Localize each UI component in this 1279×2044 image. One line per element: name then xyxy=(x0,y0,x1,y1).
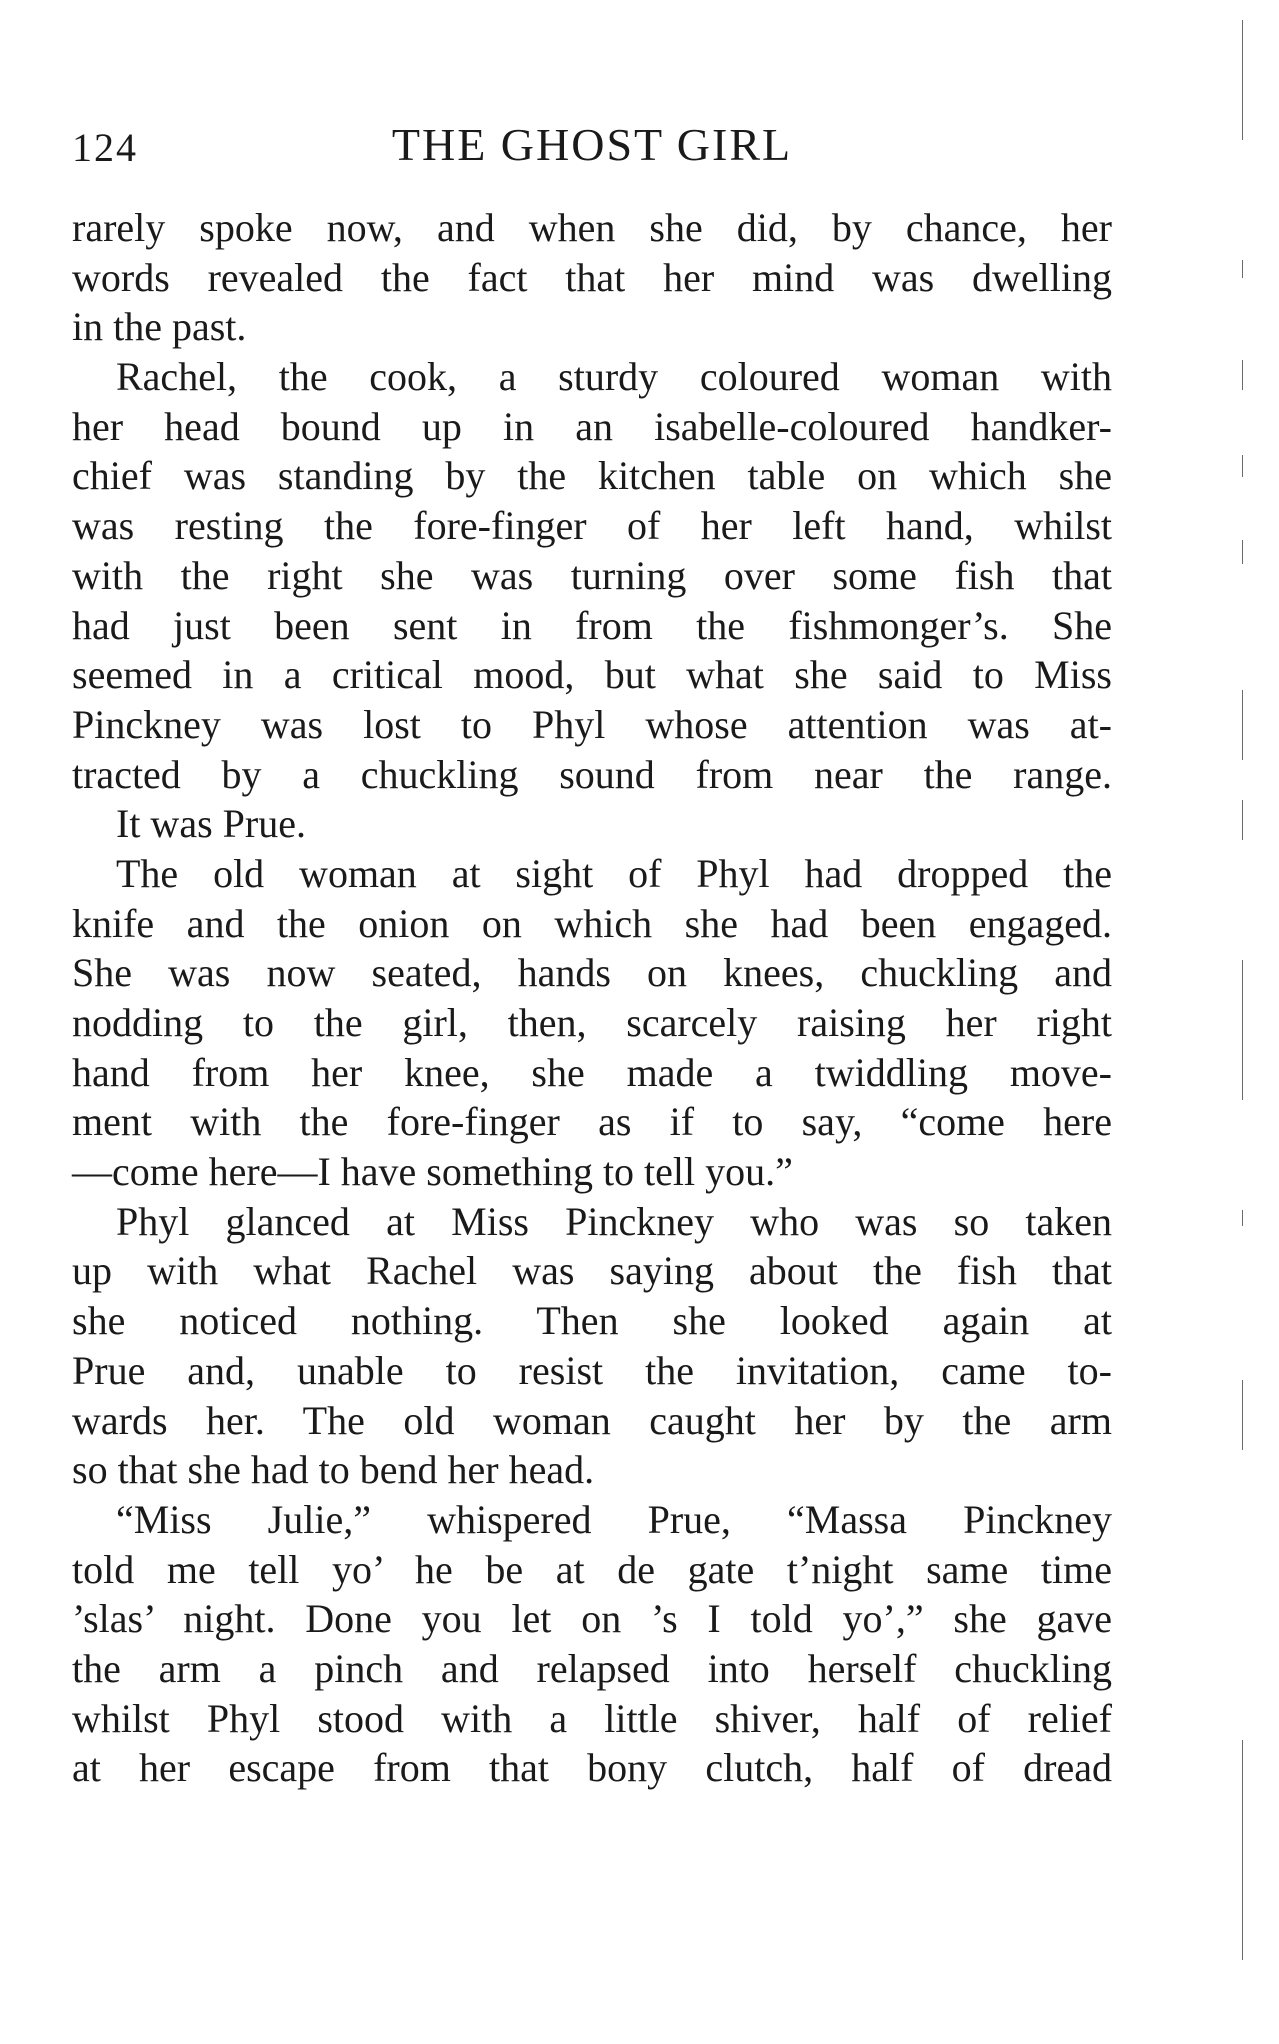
text-line: had just been sent in from the fishmonger’s. She xyxy=(72,602,1112,648)
text-line: up with what Rachel was saying about the fish that xyxy=(72,1248,1112,1294)
text-line: was resting the fore-finger of her left hand, whilst xyxy=(72,503,1112,549)
page-number: 124 xyxy=(72,125,138,170)
scan-edge-mark xyxy=(1242,360,1243,390)
scan-edge-mark xyxy=(1242,800,1243,840)
text-line: she noticed nothing. Then she looked again at xyxy=(72,1298,1112,1344)
text-line: Pinckney was lost to Phyl whose attention was at- xyxy=(72,701,1112,747)
paragraph-end-line: —come here—I have something to tell you.” xyxy=(72,1149,793,1195)
text-line: ’slas’ night. Done you let on ’s I told yo’,” she gave xyxy=(72,1596,1112,1642)
paragraph-first-line: “Miss Julie,” whispered Prue, “Massa Pinckney xyxy=(116,1496,1112,1542)
text-line: with the right she was turning over some fish that xyxy=(72,552,1112,598)
running-title: THE GHOST GIRL xyxy=(391,119,793,170)
text-line: tracted by a chuckling sound from near the range. xyxy=(72,751,1112,797)
text-line: chief was standing by the kitchen table on which she xyxy=(72,453,1112,499)
scan-edge-mark xyxy=(1242,1210,1243,1226)
paragraph-first-line: Rachel, the cook, a sturdy coloured woman with xyxy=(116,354,1112,400)
text-line: ment with the fore-finger as if to say, “come here xyxy=(72,1099,1112,1145)
text-line: the arm a pinch and relapsed into herself chuckling xyxy=(72,1645,1112,1691)
text-line: told me tell yo’ he be at de gate t’night same time xyxy=(72,1546,1112,1592)
scan-edge-mark xyxy=(1242,455,1243,477)
paragraph-single-line: It was Prue. xyxy=(116,801,306,847)
scan-edge-marks xyxy=(1236,0,1250,2044)
scan-edge-mark xyxy=(1242,1380,1243,1450)
scan-edge-mark xyxy=(1242,960,1243,1100)
paragraph-end-line: in the past. xyxy=(72,304,247,350)
paragraph-end-line: so that she had to bend her head. xyxy=(72,1447,595,1493)
scan-edge-mark xyxy=(1242,1740,1243,1960)
body-text xyxy=(72,203,1112,1793)
scan-edge-mark xyxy=(1242,260,1243,278)
scan-edge-mark xyxy=(1242,20,1243,140)
text-line: nodding to the girl, then, scarcely raising her right xyxy=(72,1000,1112,1045)
text-line: Prue and, unable to resist the invitation, came to- xyxy=(72,1347,1112,1393)
text-line: rarely spoke now, and when she did, by chance, her xyxy=(72,205,1112,250)
text-line: at her escape from that bony clutch, half of dread xyxy=(72,1745,1112,1791)
running-head xyxy=(72,118,1112,178)
text-line: words revealed the fact that her mind was dwelling xyxy=(72,254,1112,300)
text-line: her head bound up in an isabelle-coloured handker- xyxy=(72,403,1112,449)
text-line: seemed in a critical mood, but what she said to Miss xyxy=(72,652,1112,698)
scan-edge-mark xyxy=(1242,690,1243,760)
text-line: knife and the onion on which she had been engaged. xyxy=(72,900,1112,946)
scan-edge-mark xyxy=(1242,540,1243,564)
paragraph-first-line: Phyl glanced at Miss Pinckney who was so taken xyxy=(116,1198,1112,1244)
text-line: hand from her knee, she made a twiddling move- xyxy=(72,1049,1112,1095)
paragraph-first-line: The old woman at sight of Phyl had dropped the xyxy=(116,850,1112,896)
text-line: whilst Phyl stood with a little shiver, half of relief xyxy=(72,1695,1112,1741)
text-line: She was now seated, hands on knees, chuckling and xyxy=(72,950,1112,996)
text-line: wards her. The old woman caught her by the arm xyxy=(72,1397,1112,1443)
